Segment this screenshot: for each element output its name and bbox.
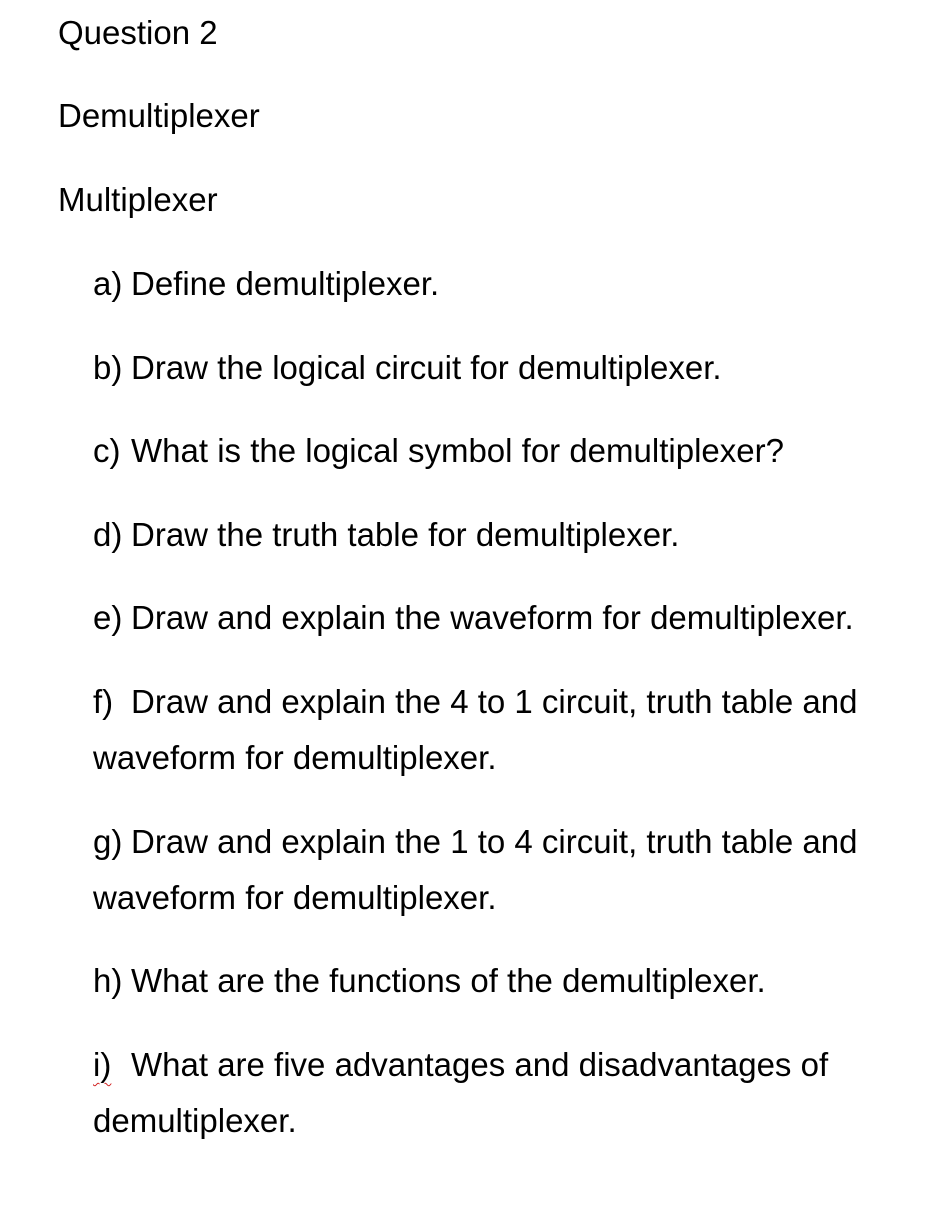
item-marker: f) xyxy=(93,683,114,720)
item-marker: i) xyxy=(93,1046,112,1083)
question-item-i xyxy=(93,1037,923,1149)
item-text: What are the functions of the demultiplexer. xyxy=(131,962,766,999)
question-item-a xyxy=(93,256,923,312)
item-text: What are five advantages and disadvantages of demultiplexer. xyxy=(93,1046,829,1139)
question-item-d xyxy=(93,507,923,563)
item-marker: d) xyxy=(93,516,123,553)
question-item-h xyxy=(93,953,923,1009)
question-title: Question 2 xyxy=(58,14,218,51)
item-marker: c) xyxy=(93,432,121,469)
item-marker: a) xyxy=(93,265,123,302)
item-text: Draw and explain the 1 to 4 circuit, truth table and waveform for demultiplexer. xyxy=(93,823,858,916)
question-item-e xyxy=(93,590,923,646)
question-item-g xyxy=(93,814,923,926)
question-item-c xyxy=(93,423,923,479)
item-text: What is the logical symbol for demultiplexer? xyxy=(131,432,784,469)
item-marker: h) xyxy=(93,962,123,999)
topic-multiplexer: Multiplexer xyxy=(58,181,218,218)
question-item-b xyxy=(93,340,923,396)
question-item-f xyxy=(93,674,923,786)
item-text: Define demultiplexer. xyxy=(131,265,440,302)
item-marker: e) xyxy=(93,599,123,636)
item-text: Draw and explain the 4 to 1 circuit, truth table and waveform for demultiplexer. xyxy=(93,683,858,776)
topic-demultiplexer: Demultiplexer xyxy=(58,97,260,134)
item-marker: g) xyxy=(93,823,123,860)
item-text: Draw and explain the waveform for demultiplexer. xyxy=(131,599,854,636)
item-text: Draw the logical circuit for demultiplexer. xyxy=(131,349,722,386)
item-text: Draw the truth table for demultiplexer. xyxy=(131,516,680,553)
item-marker: b) xyxy=(93,349,123,386)
